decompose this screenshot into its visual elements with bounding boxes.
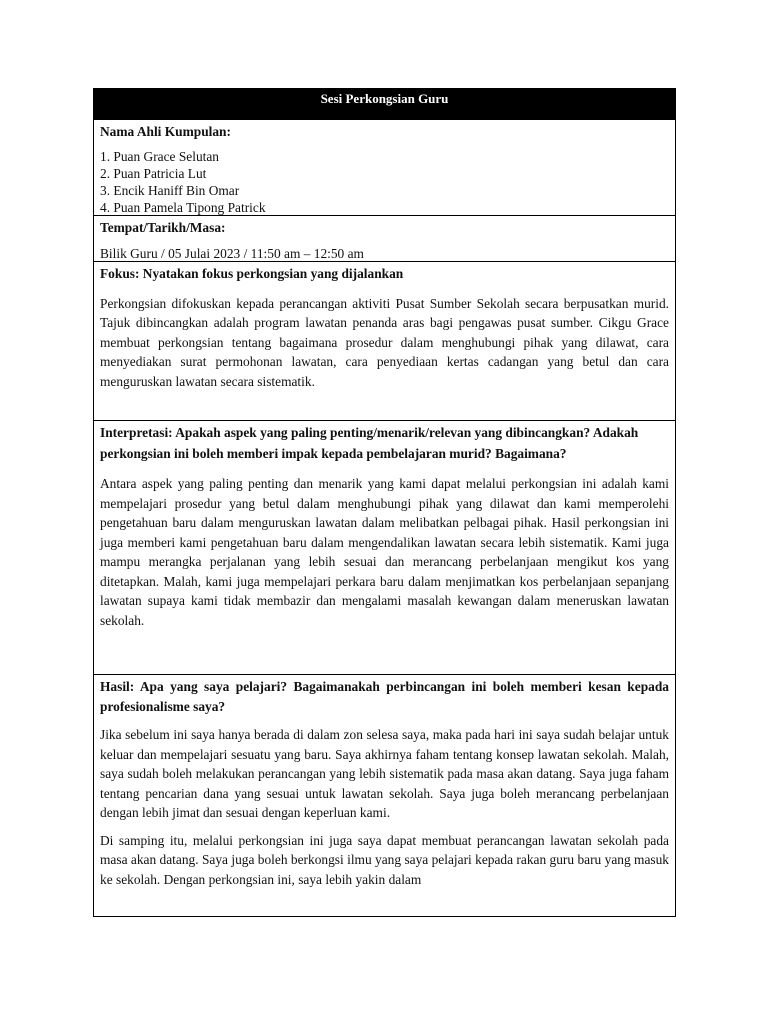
result-text-2: Di samping itu, melalui perkongsian ini juga saya dapat membuat perancangan lawatan sekolah pada masa akan datang. Saya juga boleh berkongsi ilmu yang saya pelajari kepada rakan guru baru yang masuk ke sekolah. Dengan perkongsian ini, saya lebih yakin dalam <box>100 832 669 887</box>
result-text-1: Jika sebelum ini saya hanya berada di dalam zon selesa saya, maka pada hari ini saya sudah belajar untuk keluar dan mempelajari sesuatu yang baru. Saya akhirnya faham tentang konsep lawatan sekolah. Malah, saya sudah boleh melakukan perancangan yang lebih sistematik pada masa akan datang. Saya juga faham tentang pencarian dana yang sesuai untuk lawatan sekolah. Saya juga boleh merancang perbelanjaan dengan lebih jimat dan sesuai dengan keperluan kami. <box>100 727 669 820</box>
interpretation-text: Antara aspek yang paling penting dan menarik yang kami dapat melalui perkongsian ini adalah kami mempelajari prosedur yang betul dalam menghubungi pihak yang dilawat dan kami memperolehi pengetahuan baru dalam menguruskan lawatan dalam melibatkan pelbagai pihak. Hasil perkongsian ini juga memberi kami pengetahuan baru dalam mengendalikan lawatan secara lebih sistematik. Kami juga mampu merangka perjalanan yang lebih sesuai dan merancang perbelanjaan mengikut kos yang ditetapkan. Malah, kami juga mempelajari perkara baru dalam menjimatkan kos perbelanjaan sepanjang lawatan supaya kami tidak membazir dan mengalami masalah kewangan dalam meneruskan lawatan sekolah. <box>100 476 669 628</box>
member-item: 4. Puan Pamela Tipong Patrick <box>100 199 266 215</box>
focus-heading: Fokus: Nyatakan fokus perkongsian yang dijalankan <box>100 266 404 281</box>
member-item: 3. Encik Haniff Bin Omar <box>100 182 240 198</box>
table-title: Sesi Perkongsian Guru <box>94 89 675 119</box>
result-section <box>94 674 675 916</box>
interpretation-section <box>94 420 675 674</box>
focus-text: Perkongsian difokuskan kepada perancangan aktiviti Pusat Sumber Sekolah secara berpusatkan murid. Tajuk dibincangkan adalah program lawatan penanda aras bagi pengawas pusat sumber. Cikgu Grace membuat perkongsian tentang bagaimana prosedur dalam menghubungi pihak yang dilawat, cara menyediakan surat permohonan lawatan, cara penyediaan kertas cadangan yang betul dan cara menguruskan lawatan secara sistematik. <box>100 295 669 389</box>
interpretation-heading: Interpretasi: Apakah aspek yang paling penting/menarik/relevan yang dibincangkan? Adakah perkongsian ini boleh memberi impak kepada pembelajaran murid? Bagaimana? <box>100 425 639 461</box>
members-list <box>100 148 669 216</box>
focus-section <box>94 261 675 420</box>
place-heading: Tempat/Tarikh/Masa: <box>100 220 226 235</box>
members-section <box>94 119 675 215</box>
place-date-time-section <box>94 215 675 261</box>
report-table <box>93 88 676 917</box>
members-heading: Nama Ahli Kumpulan: <box>100 124 231 139</box>
place-value: Bilik Guru / 05 Julai 2023 / 11:50 am – 12:50 am <box>100 245 364 261</box>
member-item: 1. Puan Grace Selutan <box>100 148 219 164</box>
member-item: 2. Puan Patricia Lut <box>100 165 207 181</box>
result-heading: Hasil: Apa yang saya pelajari? Bagaimanakah perbincangan ini boleh memberi kesan kepada profesionalisme saya? <box>100 679 669 714</box>
